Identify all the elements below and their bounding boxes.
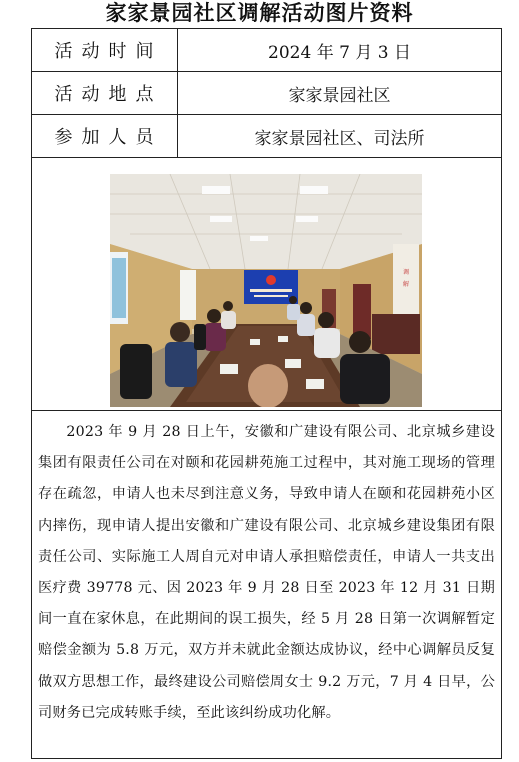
- label-location: 活动地点: [32, 72, 178, 114]
- row-location: [32, 72, 501, 115]
- label-participants: 参加人员: [32, 115, 178, 157]
- activity-table: [31, 28, 502, 759]
- value-participants: 家家景园社区、司法所: [254, 128, 425, 149]
- photo-row: [32, 158, 501, 411]
- row-time: [32, 29, 501, 72]
- svg-text:调: 调: [402, 269, 410, 276]
- meeting-photo: [110, 174, 422, 407]
- svg-text:解: 解: [402, 281, 410, 288]
- activity-description: 2023 年 9 月 28 日上午，安徽和广建设有限公司、北京城乡建设集团有限责任公司在对颐和花园耕苑施工过程中，其对施工现场的管理存在疏忽，申请人也未尽到注意义务，导致申请人在颐和花园耕苑小区内摔伤，现申请人提出安徽和广建设有限公司、北京城乡建设集团有限责任公司、实际施工人周自元对申请人承担赔偿责任，申请人一共支出医疗费 39778 元、因 2023 年 9 月 28 日至 2023 年 12 月 31 日期间一直在家休息，在此期间的误工损失，经 5 月 28 日第一次调解暂定赔偿金额为 5.8 万元，双方并未就此金额达成协议，经中心调解员反复做双方思想工作，最终建设公司赔偿周女士 9.2 万元，7 月 4 日早，公司财务已完成转账手续，至此该纠纷成功化解。: [38, 424, 495, 721]
- value-time: 2024 年 7 月 3 日: [268, 42, 411, 63]
- value-location: 家家景园社区: [288, 85, 391, 106]
- row-participants: [32, 115, 501, 158]
- label-time: 活动时间: [32, 29, 178, 71]
- document-title: 家家景园社区调解活动图片资料: [105, 0, 414, 25]
- meeting-photo-illustration: [110, 174, 422, 407]
